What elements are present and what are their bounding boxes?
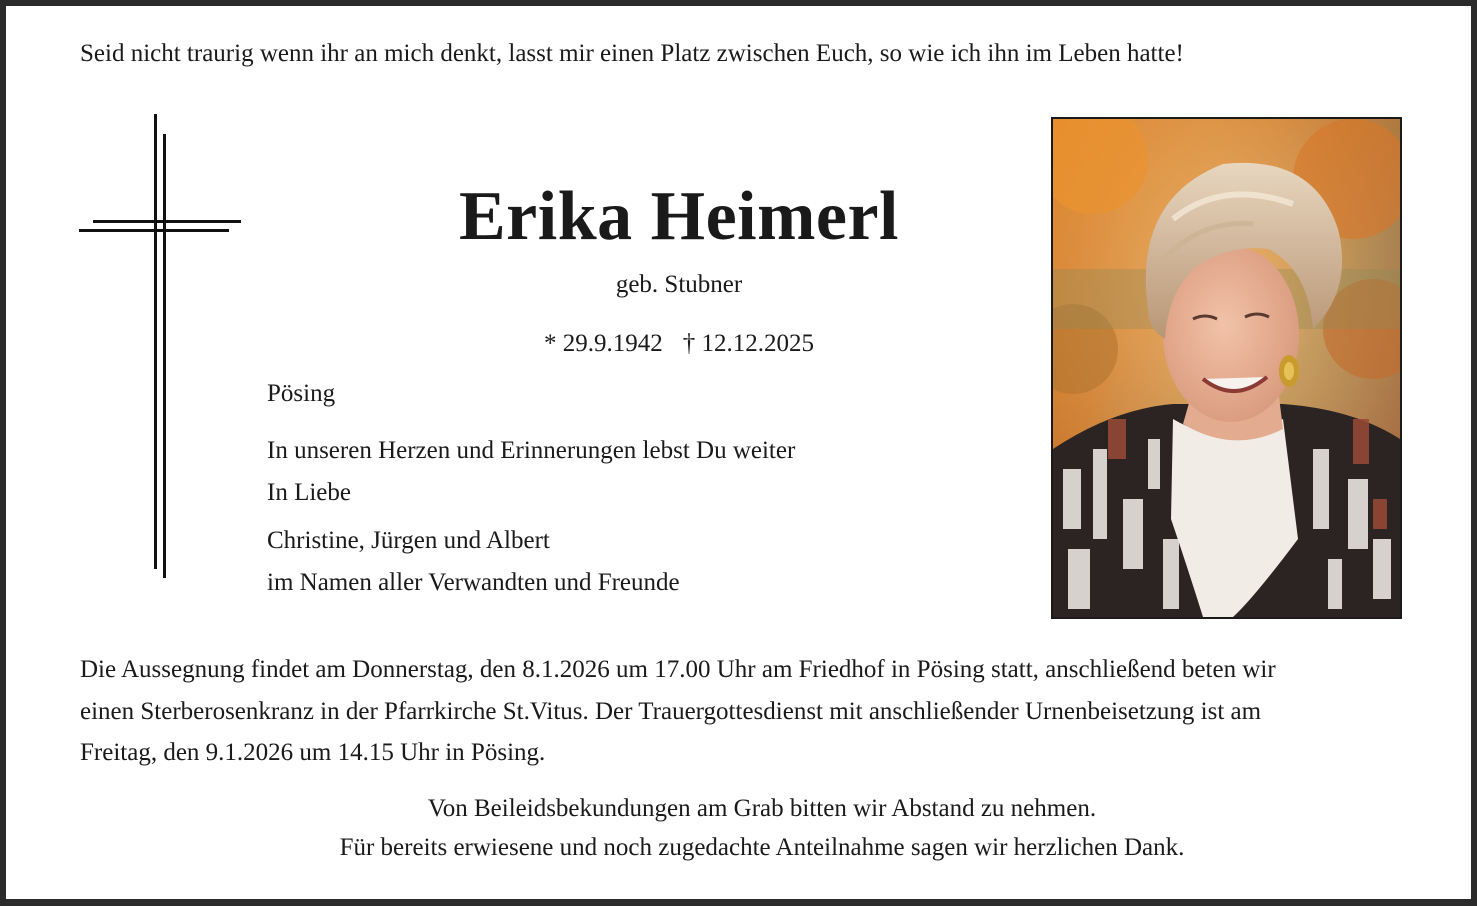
motto-text: Seid nicht traurig wenn ihr an mich denkt, lasst mir einen Platz zwischen Euch, so wie ich ihn im Leben hatte! (80, 40, 1184, 67)
thanks-note: Für bereits erwiesene und noch zugedachte Anteilnahme sagen wir herzlichen Dank. (339, 834, 1185, 861)
cross-horizontal-line-lower (79, 229, 229, 232)
portrait-photo (1051, 117, 1402, 619)
ceremony-line: Freitag, den 9.1.2026 um 14.15 Uhr in Pösing. (80, 739, 546, 766)
deceased-name: Erika Heimerl (458, 178, 899, 255)
cross-horizontal-line (93, 220, 241, 223)
death-date: † 12.12.2025 (682, 330, 814, 357)
ceremony-announcement (80, 649, 1420, 774)
maiden-name: geb. Stubner (615, 271, 743, 298)
ceremony-line: Die Aussegnung findet am Donnerstag, den 8.1.2026 um 17.00 Uhr am Friedhof in Pösing statt, anschließend beten wir (80, 656, 1276, 683)
life-dates (266, 330, 1092, 358)
in-love-line: In Liebe (267, 479, 351, 506)
memorial-message: In unseren Herzen und Erinnerungen lebst Du weiter (267, 437, 796, 464)
ceremony-line: einen Sterberosenkranz in der Pfarrkirche St.Vitus. Der Trauergottesdienst mit anschließender Urnenbeisetzung ist am (80, 697, 1262, 725)
cross-icon (6, 6, 266, 606)
cross-vertical-line (154, 114, 157, 569)
birth-date: * 29.9.1942 (544, 330, 663, 357)
condolence-request: Von Beileidsbekundungen am Grab bitten wir Abstand zu nehmen. (427, 795, 1097, 822)
cross-vertical-line-inner (163, 134, 166, 578)
family-names: Christine, Jürgen und Albert (267, 527, 550, 554)
family-subline: im Namen aller Verwandten und Freunde (267, 569, 680, 596)
hometown: Pösing (267, 380, 336, 407)
